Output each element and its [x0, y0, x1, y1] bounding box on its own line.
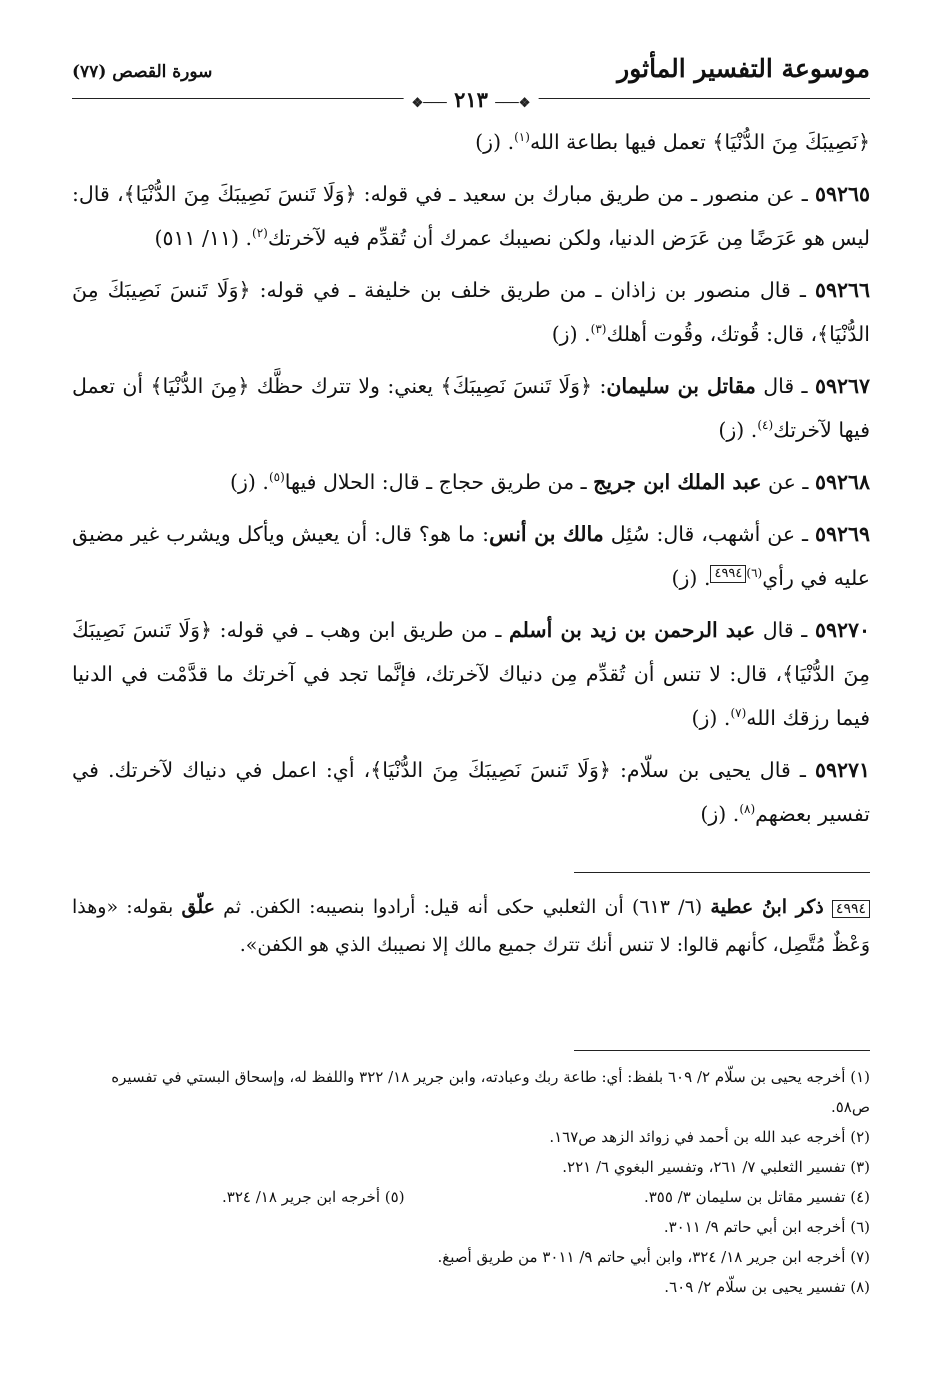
- quran-quote: ﴿وَلَا تَنسَ نَصِيبَكَ مِنَ الدُّنْيَا﴾: [123, 182, 357, 206]
- footnote-ref: (٧): [730, 706, 747, 721]
- entry-text: ـ عن: [761, 470, 815, 494]
- entry-text: ـ قال: [755, 618, 815, 642]
- footnote: (٧) أخرجه ابن جرير ١٨/ ٣٢٤، وابن أبي حاتم ٩/ ٣٠١١ من طريق أصبغ.: [437, 1248, 870, 1266]
- entry-text: ـ عن أشهب، قال: سُئِل: [603, 522, 815, 546]
- quran-quote: ﴿وَلَا تَنسَ نَصِيبَكَ مِنَ الدُّنْيَا﴾: [370, 758, 611, 782]
- footnote-ref: (٢): [252, 226, 268, 241]
- entry-text: ، قال: ليس هو عَرَضًا مِن عَرَض الدنيا، ولكن نصيبك عمرك أن تُقدِّم فيه لآخرتك: [72, 182, 870, 250]
- entry-number: ٥٩٢٧٠: [814, 618, 871, 642]
- footnote: (٢) أخرجه عبد الله بن أحمد في زوائد الزهد ص١٦٧.: [549, 1128, 870, 1146]
- entry-text: ـ قال منصور بن زاذان ـ من طريق خلف بن خليفة ـ في قوله:: [250, 278, 815, 302]
- narrator-name: عبد الملك ابن جريج: [593, 470, 762, 494]
- opening-tail: . (ز): [475, 130, 515, 154]
- commentary-text-2: بقوله: «وهذا وَعْظٌ مُتَّصِل، كأنهم قالوا: لا تنس أنك تترك جميع مالك إلا نصيبك الذي هو الكفن».: [72, 896, 870, 956]
- footnote: [72, 1182, 870, 1212]
- page-number-block: [404, 87, 539, 112]
- footnotes-rule: [574, 1050, 870, 1051]
- commentary: [72, 888, 870, 964]
- quran-quote: ﴿وَلَا تَنسَ نَصِيبَكَ﴾: [440, 374, 593, 398]
- narrator-name: عبد الرحمن بن زيد بن أسلم: [509, 618, 756, 642]
- commentary-text-1: (٦/ ٦١٣) أن الثعلبي حكى أنه قيل: أرادوا بنصيبه: الكفن. ثم: [214, 896, 711, 918]
- quran-quote: ﴿نَصِيبَكَ مِنَ الدُّنْيَا﴾: [712, 130, 870, 154]
- footnote-ref: (٣): [590, 322, 607, 337]
- footnote-ref: (٥): [268, 470, 285, 485]
- footnote: (٣) تفسير الثعلبي ٧/ ٢٦١، وتفسير البغوي ٦/ ٢٢١.: [562, 1158, 870, 1176]
- footnote: (٨) تفسير يحيى بن سلّام ٢/ ٦٠٩.: [664, 1278, 870, 1296]
- footnote-text: (٥) أخرجه ابن جرير ١٨/ ٣٢٤.: [222, 1188, 405, 1206]
- entry: [72, 268, 870, 356]
- entry-text: . (ز): [718, 418, 758, 442]
- commentary-bold: علّق: [181, 896, 215, 918]
- entry: [72, 172, 870, 260]
- surah-label: سورة القصص (٧٧): [72, 62, 213, 82]
- commentary-author: ذكر ابنُ عطية: [710, 896, 824, 918]
- narrator-name: مقاتل بن سليمان: [606, 374, 756, 398]
- ornament-icon: ❖───: [495, 96, 531, 111]
- ornament-icon: ───❖: [411, 96, 447, 111]
- entry-text: . (ز): [691, 706, 731, 730]
- entry: [72, 748, 870, 836]
- book-title: موسوعة التفسير المأثور: [617, 54, 870, 83]
- quran-quote: ﴿وَلَا تَنسَ نَصِيبَكَ مِنَ الدُّنْيَا﴾: [72, 618, 870, 686]
- entry-text: ـ قال يحيى بن سلّام:: [610, 758, 815, 782]
- entry-text: : ما هو؟ قال: أن يعيش ويأكل ويشرب غير مضيق عليه في رأي: [72, 522, 870, 590]
- footnotes: [72, 1062, 870, 1302]
- entry: [72, 608, 870, 740]
- entry-text: ـ عن منصور ـ من طريق مبارك بن سعيد ـ في قوله:: [356, 182, 815, 206]
- entry-number: ٥٩٢٧١: [814, 758, 871, 782]
- entries-list: [72, 172, 870, 836]
- entry-text: . (ز): [230, 470, 269, 494]
- entry-number: ٥٩٢٦٦: [814, 278, 870, 302]
- entry-number: ٥٩٢٦٩: [814, 522, 870, 546]
- opening-text: تعمل فيها بطاعة الله: [529, 130, 713, 154]
- entry-number: ٥٩٢٦٥: [814, 182, 870, 206]
- entry: [72, 512, 870, 600]
- footnote: (١) أخرجه يحيى بن سلّام ٢/ ٦٠٩ بلفظ: أي: طاعة ربك وعبادته، وابن جرير ١٨/ ٣٢٢ واللفظ له، وإسحاق البستي في تفسيره ص٥٨.: [111, 1068, 870, 1116]
- entry-text: :: [592, 374, 607, 398]
- entry-text: ـ من طريق حجاج ـ قال: الحلال فيها: [284, 470, 594, 494]
- quran-quote: ﴿مِنَ الدُّنْيَا﴾: [150, 374, 250, 398]
- footnote-text: (٤) تفسير مقاتل بن سليمان ٣/ ٣٥٥.: [643, 1188, 870, 1206]
- entry-text: ـ من طريق ابن وهب ـ في قوله:: [212, 618, 509, 642]
- narrator-name: مالك بن أنس: [489, 522, 604, 546]
- quran-quote: ﴿وَلَا تَنسَ نَصِيبَكَ مِنَ الدُّنْيَا﴾: [72, 278, 870, 346]
- entry-text: يعني: ولا تترك حظَّك: [249, 374, 441, 398]
- commentary-rule: [574, 872, 870, 873]
- main-text: [72, 120, 870, 844]
- entry-text: . (ز): [671, 566, 711, 590]
- entry-text: ، قال: قُوتك، وقُوت أهلك: [606, 322, 818, 346]
- entry-text: أن تعمل فيها لآخرتك: [72, 374, 870, 442]
- entry: [72, 364, 870, 452]
- entry-text: . (١١/ ٥١١): [154, 226, 253, 250]
- opening-line: [72, 120, 870, 164]
- commentary-box-ref: ٤٩٩٤: [710, 565, 746, 583]
- footnote-ref: (٨): [739, 802, 756, 817]
- entry: [72, 460, 870, 504]
- footnote: (٦) أخرجه ابن أبي حاتم ٩/ ٣٠١١.: [663, 1218, 870, 1236]
- footnote-ref: (٤): [757, 418, 774, 433]
- footnote-ref: (١): [514, 130, 530, 145]
- entry-text: ، أي: اعمل في دنياك لآخرتك. في تفسير بعضهم: [72, 758, 870, 826]
- entry-number: ٥٩٢٦٨: [814, 470, 870, 494]
- footnote-ref: (٦): [746, 566, 763, 581]
- entry-number: ٥٩٢٦٧: [814, 374, 870, 398]
- entry-text: ، قال: لا تنس أن تُقدِّم مِن دنياك لآخرتك، فإنَّما تجد في آخرتك ما قدَّمْت في الدنيا فيما رزقك الله: [72, 662, 870, 730]
- page-header: [72, 54, 870, 112]
- entry-text: . (ز): [700, 802, 740, 826]
- commentary-box-number: ٤٩٩٤: [832, 900, 870, 918]
- entry-text: ـ قال: [755, 374, 815, 398]
- page-number: ٢١٣: [454, 87, 488, 112]
- entry-text: . (ز): [551, 322, 591, 346]
